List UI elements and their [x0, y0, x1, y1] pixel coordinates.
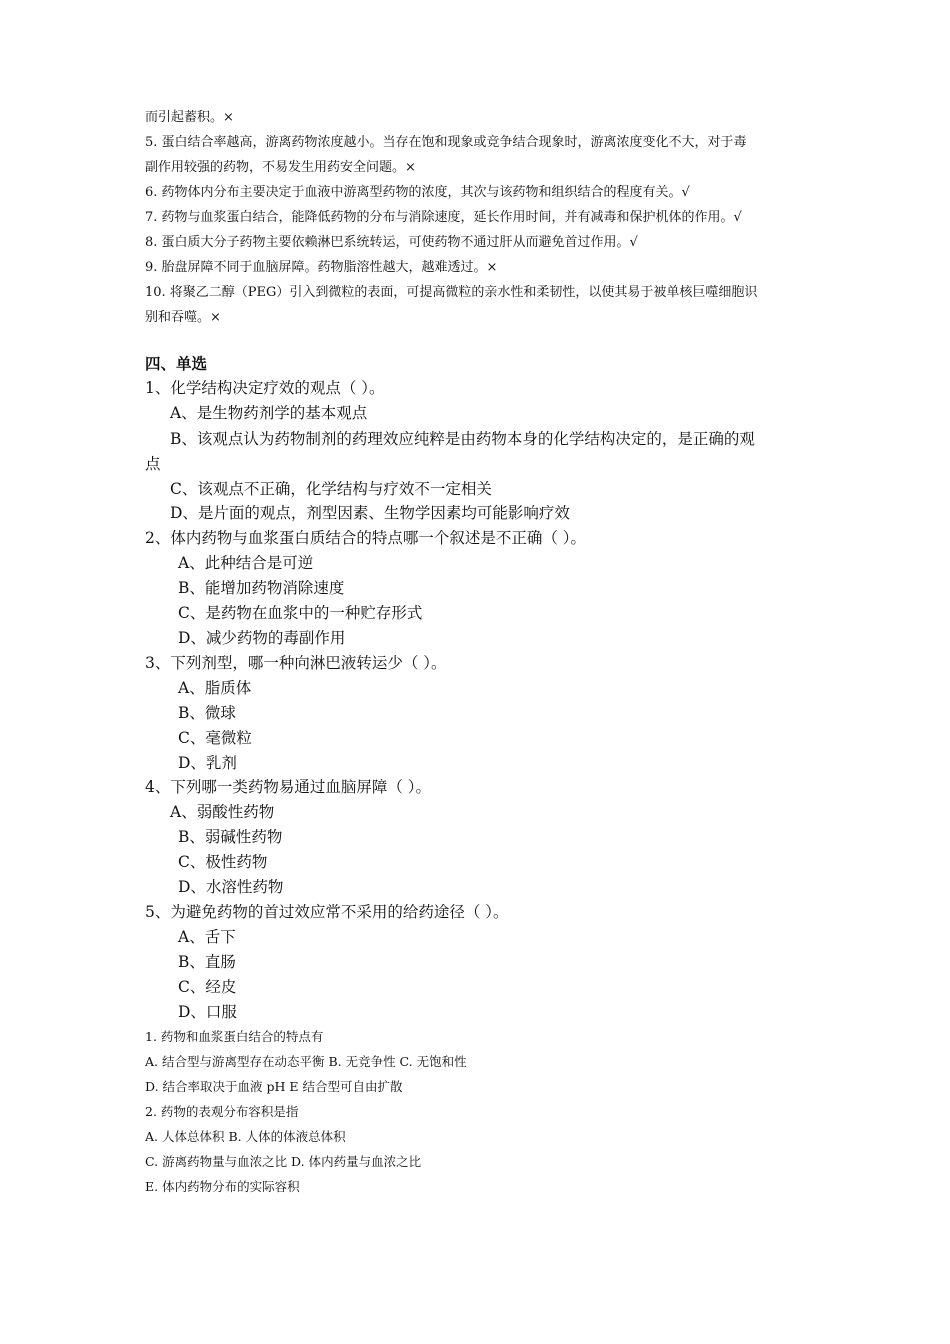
option-a: A、弱酸性药物: [170, 803, 275, 821]
option-c: C、毫微粒: [178, 729, 252, 747]
extra-question-stem: 2. 药物的表观分布容积是指: [145, 1104, 299, 1119]
option-c: C、极性药物: [178, 853, 268, 871]
judge-line: 10. 将聚乙二醇（PEG）引入到微粒的表面，可提高微粒的亲水性和柔韧性，以使其易于被单核巨噬细胞识: [145, 285, 758, 300]
option-d: D、减少药物的毒副作用: [178, 629, 346, 647]
option-d: D、是片面的观点，剂型因素、生物学因素均可能影响疗效: [170, 504, 570, 522]
judge-line: 6. 药物体内分布主要决定于血液中游离型药物的浓度，其次与该药物和组织结合的程度有关。√: [145, 185, 690, 200]
option-d: D、乳剂: [178, 754, 237, 772]
option-b-continued: 点: [145, 455, 161, 473]
option-d: D、口服: [178, 1003, 237, 1021]
judge-line: 5. 蛋白结合率越高，游离药物浓度越小。当存在饱和现象或竞争结合现象时，游离浓度变化不大，对于毒: [145, 135, 747, 150]
question-stem: 4、下列哪一类药物易通过血脑屏障（ ）。: [145, 778, 432, 796]
extra-question-stem: 1. 药物和血浆蛋白结合的特点有: [145, 1029, 324, 1044]
option-a: A、脂质体: [178, 679, 252, 697]
option-c: C、该观点不正确，化学结构与疗效不一定相关: [170, 480, 492, 498]
judge-line: 而引起蓄积。×: [145, 110, 234, 125]
question-stem: 1、化学结构决定疗效的观点（ ）。: [145, 379, 385, 397]
extra-options: C. 游离药物量与血浓之比 D. 体内药量与血浓之比: [145, 1154, 422, 1169]
option-a: A、舌下: [178, 928, 236, 946]
extra-options: A. 结合型与游离型存在动态平衡 B. 无竞争性 C. 无饱和性: [145, 1054, 467, 1069]
option-a: A、是生物药剂学的基本观点: [170, 404, 368, 422]
option-b: B、微球: [178, 704, 236, 722]
extra-options: E. 体内药物分布的实际容积: [145, 1179, 300, 1194]
extra-options: D. 结合率取决于血液 pH E 结合型可自由扩散: [145, 1079, 403, 1094]
judge-line: 8. 蛋白质大分子药物主要依赖淋巴系统转运，可使药物不通过肝从而避免首过作用。√: [145, 235, 638, 250]
option-b: B、弱碱性药物: [178, 828, 283, 846]
option-d: D、水溶性药物: [178, 878, 284, 896]
section-heading: 四、单选: [145, 354, 208, 373]
option-b: B、该观点认为药物制剂的药理效应纯粹是由药物本身的化学结构决定的，是正确的观: [170, 430, 755, 448]
judge-line: 副作用较强的药物，不易发生用药安全问题。×: [145, 160, 416, 175]
option-c: C、是药物在血浆中的一种贮存形式: [178, 604, 423, 622]
extra-options: A. 人体总体积 B. 人体的体液总体积: [145, 1129, 346, 1144]
option-b: B、直肠: [178, 953, 236, 971]
question-stem: 3、下列剂型，哪一种向淋巴液转运少（ ）。: [145, 654, 447, 672]
judge-line: 别和吞噬。×: [145, 310, 221, 325]
question-stem: 2、体内药物与血浆蛋白质结合的特点哪一个叙述是不正确（ ）。: [145, 529, 587, 547]
judge-line: 7. 药物与血浆蛋白结合，能降低药物的分布与消除速度，延长作用时间，并有减毒和保护机体的作用。√: [145, 210, 742, 225]
option-a: A、此种结合是可逆: [178, 554, 314, 572]
judge-line: 9. 胎盘屏障不同于血脑屏障。药物脂溶性越大，越难透过。×: [145, 260, 498, 275]
option-b: B、能增加药物消除速度: [178, 579, 345, 597]
question-stem: 5、为避免药物的首过效应常不采用的给药途径（ ）。: [145, 903, 509, 921]
option-c: C、经皮: [178, 978, 237, 996]
